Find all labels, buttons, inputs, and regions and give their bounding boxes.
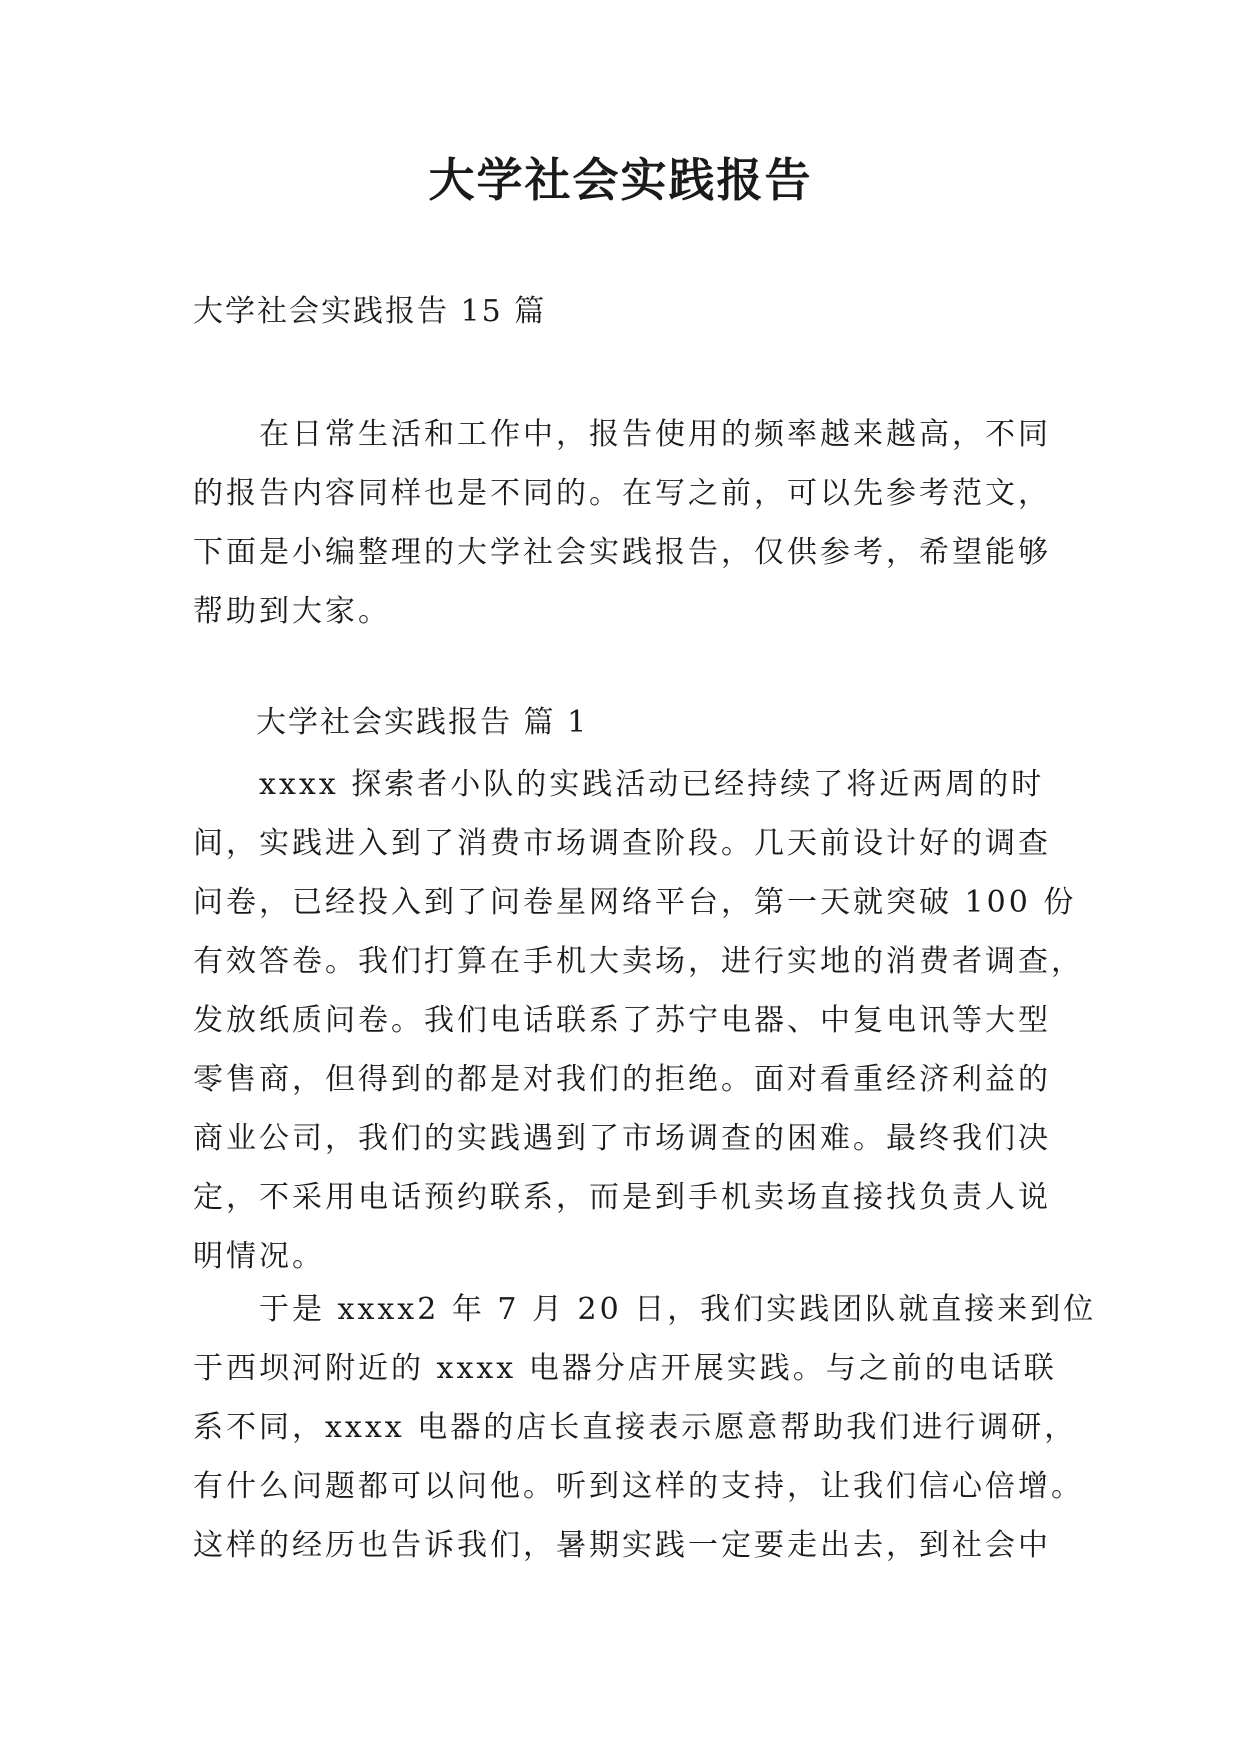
text-line: 有什么问题都可以问他。听到这样的支持，让我们信心倍增。 bbox=[193, 1469, 1084, 1504]
text-line: 在日常生活和工作中，报告使用的频率越来越高，不同 bbox=[193, 417, 1051, 452]
text-line: 的报告内容同样也是不同的。在写之前，可以先参考范文， bbox=[193, 476, 1051, 511]
text-line: 明情况。 bbox=[193, 1239, 325, 1274]
text-line: 发放纸质问卷。我们电话联系了苏宁电器、中复电讯等大型 bbox=[193, 1003, 1051, 1038]
body-paragraph-2 bbox=[193, 1280, 1097, 1575]
text-line: 间，实践进入到了消费市场调查阶段。几天前设计好的调查 bbox=[193, 826, 1051, 861]
text-line: 商业公司，我们的实践遇到了市场调查的困难。最终我们决 bbox=[193, 1121, 1051, 1156]
text-line: 系不同，xxxx 电器的店长直接表示愿意帮助我们进行调研， bbox=[193, 1410, 1078, 1445]
text-line: 有效答卷。我们打算在手机大卖场，进行实地的消费者调查， bbox=[193, 944, 1084, 979]
body-paragraph-1 bbox=[193, 755, 1084, 1286]
text-line: 帮助到大家。 bbox=[193, 594, 391, 629]
text-line: 这样的经历也告诉我们，暑期实践一定要走出去，到社会中 bbox=[193, 1528, 1051, 1563]
text-line: 下面是小编整理的大学社会实践报告，仅供参考，希望能够 bbox=[193, 535, 1051, 570]
text-line: 问卷，已经投入到了问卷星网络平台，第一天就突破 100 份 bbox=[193, 885, 1077, 920]
intro-paragraph bbox=[193, 405, 1055, 641]
text-line: xxxx 探索者小队的实践活动已经持续了将近两周的时 bbox=[193, 767, 1045, 802]
document-title: 大学社会实践报告 bbox=[428, 153, 813, 207]
text-line: 于西坝河附近的 xxxx 电器分店开展实践。与之前的电话联 bbox=[193, 1351, 1057, 1386]
text-line: 于是 xxxx2 年 7 月 20 日，我们实践团队就直接来到位 bbox=[193, 1292, 1097, 1327]
text-line: 零售商，但得到的都是对我们的拒绝。面对看重经济利益的 bbox=[193, 1062, 1051, 1097]
text-line: 定，不采用电话预约联系，而是到手机卖场直接找负责人说 bbox=[193, 1180, 1051, 1215]
section-heading: 大学社会实践报告 篇 1 bbox=[256, 705, 589, 740]
document-subtitle: 大学社会实践报告 15 篇 bbox=[193, 294, 547, 329]
